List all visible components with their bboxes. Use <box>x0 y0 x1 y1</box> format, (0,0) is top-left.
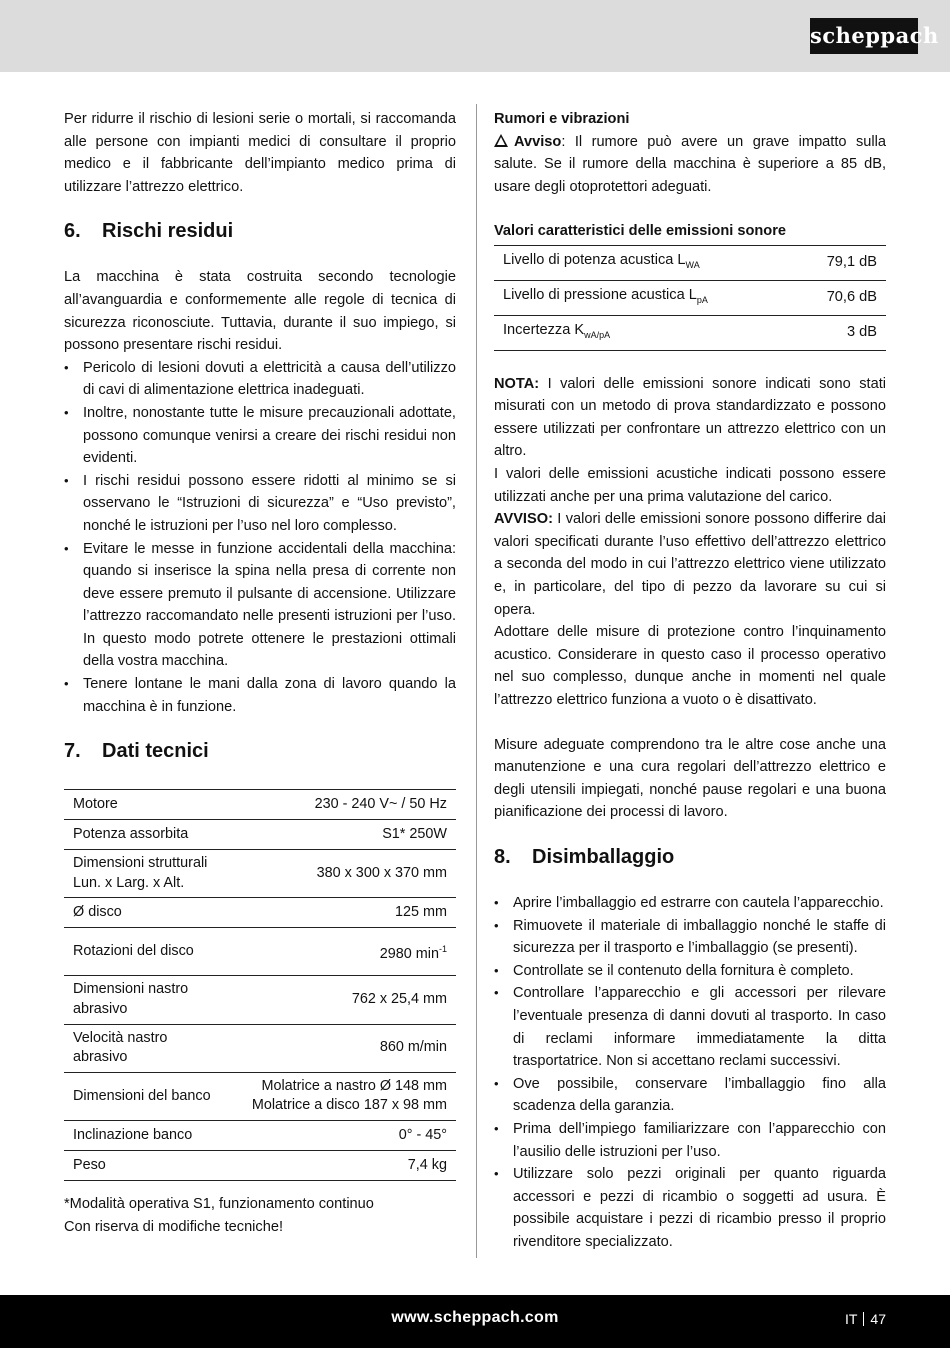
left-column <box>64 108 456 1238</box>
changes-note: Con riserva di modifiche tecniche! <box>64 1218 284 1235</box>
emission-label-sub: WA <box>685 259 700 270</box>
list-item: • Rimuovete il materiale di imballaggio nonché le staffe di sicurezza per il trasporto e l’imballaggio (se presenti). <box>494 915 886 960</box>
list-item: • Prima dell’impiego familiarizzare con l’apparecchio con l’ausilio delle istruzioni per l’uso. <box>494 1118 886 1163</box>
list-item: • Inoltre, nonostante tutte le misure precauzionali adottate, possono comunque venirsi a creare dei rischi residui non evidenti. <box>64 402 456 470</box>
emission-label-sub: wA/pA <box>584 329 611 340</box>
spec-value: 7,4 kg <box>232 1151 456 1181</box>
table-row <box>494 315 886 350</box>
spec-label: Peso <box>64 1151 232 1181</box>
spec-value: 0° - 45° <box>232 1121 456 1151</box>
emission-label <box>494 280 794 315</box>
spec-value-sup: -1 <box>438 943 447 954</box>
emission-value: 79,1 dB <box>794 245 886 280</box>
spec-value-text: 2980 min <box>379 945 439 962</box>
brand-logo: scheppach <box>810 18 918 54</box>
list-item: • Pericolo di lesioni dovuti a elettricità a causa dell’utilizzo di cavi di alimentazione elettrica inadeguati. <box>64 357 456 402</box>
list-item: • Tenere lontane le mani dalla zona di lavoro quando la macchina è in funzione. <box>64 673 456 718</box>
table-row <box>64 928 456 976</box>
intro-paragraph: Per ridurre il rischio di lesioni serie o mortali, si raccomanda alle persone con impianti medici di consultare il proprio medico e il fabbricante dell’impianto medico prima di utilizzare l’attrezzo elettrico. <box>64 111 456 195</box>
measures-paragraph: Misure adeguate comprendono tra le altre cose anche una manutenzione e una cura regolari dell’attrezzo elettrico e degli utensili impiegati, nonché pause regolari e una buona pianificazione dei processi di lavoro. <box>494 736 886 821</box>
emissions-table <box>494 245 886 351</box>
spec-value-line: Molatrice a disco 187 x 98 mm <box>251 1097 447 1114</box>
warning-text: : Il rumore può avere un grave impatto sulla salute. Se il rumore della macchina è superiore a 85 dB, usare degli otoprotettori adeguati. <box>494 133 886 195</box>
note-paragraph <box>494 373 886 463</box>
notice-text: I valori delle emissioni sonore possono differire dai valori specificati durante l’uso effettivo dell’attrezzo elettrico a seconda del modo in cui l’attrezzo elettrico viene utilizzato e, in particolare, del tipo di pezzo da lavorare su cui si opera. <box>494 511 886 618</box>
spec-label: Potenza assorbita <box>64 820 232 850</box>
emission-label-text: Livello di potenza acustica L <box>503 251 686 268</box>
emission-label <box>494 315 794 350</box>
unpacking-list <box>494 892 886 1254</box>
language-code: IT <box>844 1311 858 1327</box>
table-row <box>64 1151 456 1181</box>
table-row <box>494 245 886 280</box>
spec-value: 125 mm <box>232 898 456 928</box>
page-number: 47 <box>870 1311 886 1327</box>
spec-value: 230 - 240 V~ / 50 Hz <box>232 790 456 820</box>
note-text: I valori delle emissioni sonore indicati sono stati misurati con un metodo di prova standardizzato e possono essere utilizzati per confrontare un attrezzo elettrico con un altro. <box>494 375 886 460</box>
spec-label: Velocità nastro abrasivo <box>64 1024 232 1072</box>
note-label: NOTA: <box>494 375 540 392</box>
spec-label: Inclinazione banco <box>64 1121 232 1151</box>
protection-paragraph: Adottare delle misure di protezione contro l’inquinamento acustico. Considerare in questo caso il processo operativo nel suo complesso, dunque anche in momenti nel quale l’attrezzo elettrico funziona a vuoto o è disattivato. <box>494 624 886 708</box>
table-row <box>494 280 886 315</box>
list-item: • Controllare l’apparecchio e gli accessori per rilevare l’eventuale presenza di danni dovuti al trasporto. In caso di reclami informare immediatamente la ditta trasportatrice. Non si accettano reclami successivi. <box>494 982 886 1072</box>
spec-value <box>232 928 456 976</box>
list-item: • Aprire l’imballaggio ed estrarre con cautela l’apparecchio. <box>494 892 886 915</box>
section-6-heading <box>64 218 456 244</box>
table-row <box>64 1024 456 1072</box>
notice-label: AVVISO: <box>494 511 553 528</box>
residual-risks-list <box>64 357 456 719</box>
footer-bar <box>0 1295 950 1348</box>
column-divider <box>476 104 477 1258</box>
tech-data-table <box>64 789 456 1181</box>
notice-paragraph <box>494 508 886 621</box>
table-row <box>64 976 456 1024</box>
spec-value: 762 x 25,4 mm <box>232 976 456 1024</box>
table-row <box>64 898 456 928</box>
list-item: • Ove possibile, conservare l’imballaggio fino alla scadenza della garanzia. <box>494 1073 886 1118</box>
spec-value-line: Molatrice a nastro Ø 148 mm <box>261 1077 447 1094</box>
list-item: • Evitare le messe in funzione accidentali della macchina: quando si inserisce la spina nella presa di corrente non deve essere premuto il pulsante di accensione. Utilizzare l’attrezzo raccomandato nelle presenti istruzioni per l’uso. In questo modo potrete ottenere le prestazioni ottimali della vostra macchina. <box>64 538 456 674</box>
noise-vibration-heading: Rumori e vibrazioni <box>494 111 630 127</box>
noise-warning <box>494 131 886 199</box>
list-item: • Controllate se il contenuto della fornitura è completo. <box>494 960 886 983</box>
table-row <box>64 820 456 850</box>
header-bar <box>0 0 950 72</box>
list-item: • I rischi residui possono essere ridotti al minimo se si osservano le “Istruzioni di sicurezza” e “Uso previsto”, nonché le istruzioni per l’uso nel loro complesso. <box>64 470 456 538</box>
warning-label: Avviso <box>514 133 562 150</box>
section-7-heading <box>64 738 456 764</box>
operating-mode-note: *Modalità operativa S1, funzionamento continuo <box>64 1196 374 1212</box>
spec-label: Dimensioni strutturali Lun. x Larg. x Alt. <box>64 850 232 898</box>
emission-label-sub: pA <box>696 294 708 305</box>
emission-label-text: Incertezza K <box>503 321 585 338</box>
spec-label: Dimensioni del banco <box>64 1072 232 1120</box>
section-title: Disimballaggio <box>532 845 675 868</box>
page-indicator <box>845 1311 886 1327</box>
website-link[interactable]: www.scheppach.com <box>391 1309 559 1326</box>
list-item: • Utilizzare solo pezzi originali per quanto riguarda accessori e pezzi di ricambio o soggetti ad usura. È possibile acquistare i pezzi di ricambio presso il proprio rivenditore specializzato. <box>494 1163 886 1253</box>
section-number: 6. <box>64 220 81 243</box>
section-8-heading <box>494 844 886 870</box>
spec-value: S1* 250W <box>232 820 456 850</box>
section-title: Dati tecnici <box>102 740 209 763</box>
section-number: 8. <box>494 845 511 868</box>
table-row <box>64 790 456 820</box>
table-row <box>64 1121 456 1151</box>
spec-value <box>232 1072 456 1120</box>
page-separator <box>863 1312 864 1326</box>
warning-icon <box>494 134 508 147</box>
spec-label: Dimensioni nastro abrasivo <box>64 976 232 1024</box>
spec-value: 380 x 300 x 370 mm <box>232 850 456 898</box>
section-number: 7. <box>64 740 81 763</box>
spec-value: 860 m/min <box>232 1024 456 1072</box>
acoustic-values-paragraph: I valori delle emissioni acustiche indicati possono essere utilizzati anche per una prima valutazione del carico. <box>494 466 886 505</box>
right-column <box>494 108 886 1253</box>
emission-label <box>494 245 794 280</box>
emission-label-text: Livello di pressione acustica L <box>503 286 697 303</box>
spec-label: Motore <box>64 790 232 820</box>
section-title: Rischi residui <box>102 220 234 243</box>
spec-label: Rotazioni del disco <box>64 928 232 976</box>
emission-value: 3 dB <box>794 315 886 350</box>
emissions-heading: Valori caratteristici delle emissioni sonore <box>494 223 786 240</box>
emission-value: 70,6 dB <box>794 280 886 315</box>
table-row <box>64 850 456 898</box>
residual-risks-paragraph: La macchina è stata costruita secondo tecnologie all’avanguardia e conformemente alle regole di tecnica di sicurezza riconosciute. Tuttavia, durante il suo impiego, si possono presentare rischi residui. <box>64 269 456 354</box>
table-row <box>64 1072 456 1120</box>
spec-label: Ø disco <box>64 898 232 928</box>
